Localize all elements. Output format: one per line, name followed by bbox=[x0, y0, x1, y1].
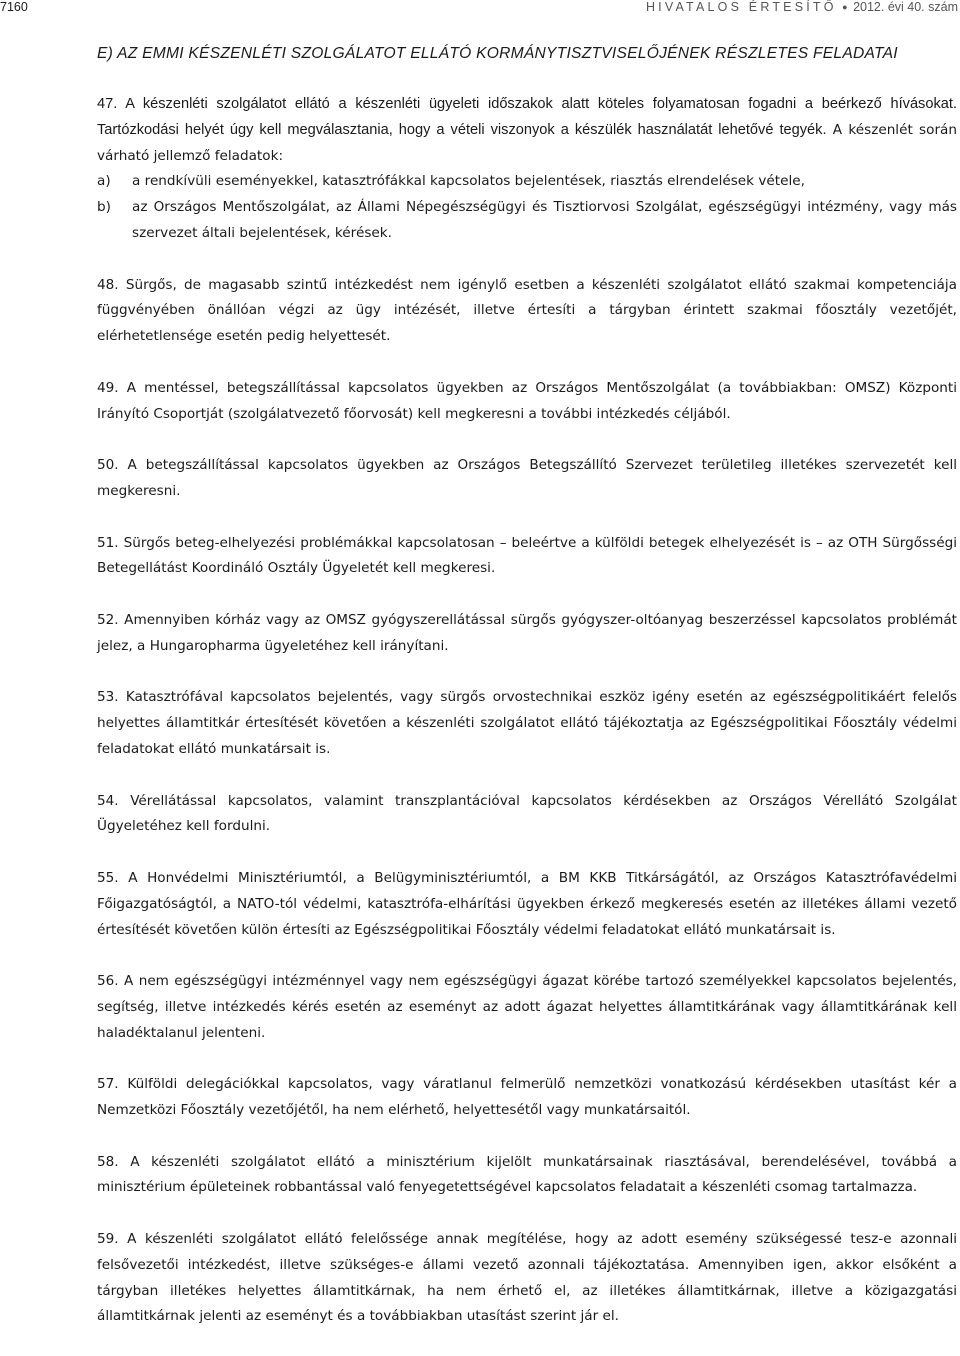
paragraph-49: 49. A mentéssel, betegszállítással kapcsolatos ügyekben az Országos Mentőszolgálat (a továbbiakban: OMSZ) Központi Irányító Csoportját (szolgálatvezető főorvosát) kell megkeresni a további intézkedés céljából. bbox=[97, 379, 957, 422]
paragraph-47 bbox=[97, 92, 957, 169]
paragraph-57: 57. Külföldi delegációkkal kapcsolatos, vagy váratlanul felmerülő nemzetközi vonatkozású kérdésekben utasítást kér a Nemzetközi Főosztály vezetőjétől, ha nem elérhető, helyettesétől vagy munkatársaitól. bbox=[97, 1076, 957, 1119]
page-number: 7160 bbox=[0, 0, 28, 14]
separator-dot-icon: ● bbox=[842, 2, 848, 12]
paragraph-58: 58. A készenléti szolgálatot ellátó a minisztérium kijelölt munkatársainak riasztásával, berendelésével, továbbá a minisztérium épületeinek robbantással való fenyegetettségével kapcsolatos feladatait a készenléti csomag tartalmazza. bbox=[97, 1153, 957, 1196]
paragraph-56: 56. A nem egészségügyi intézménnyel vagy nem egészségügyi ágazat körébe tartozó személyekkel kapcsolatos bejelentés, segítség, illetve intézkedés kérés esetén az eseményt az adott ágazat helyettes államtitkárának vagy államtitkárának kell haladéktalanul jelenteni. bbox=[97, 973, 957, 1041]
publication-name: HIVATALOS ÉRTESÍTŐ bbox=[645, 0, 837, 14]
paragraph-48: 48. Sürgős, de magasabb szintű intézkedést nem igénylő esetben a készenléti szolgálatot ellátó szakmai kompetenciája függvényében önállóan végzi az ügy intézését, illetve értesíti a tárgyban érintett szakmai főosztály vezetőjét, elérhetetlensége esetén pedig helyettesét. bbox=[97, 276, 957, 345]
list-item bbox=[97, 195, 957, 247]
paragraph-59: 59. A készenléti szolgálatot ellátó felelőssége annak megítélése, hogy az adott esemény szükségessé tesz-e azonnali felsővezetői intézkedést, illetve szükséges-e állami vezető azonnali tájékoztatása. Amennyiben igen, akkor elsőként a tárgyban illetékes helyettes államtitkárnak, ha nem érhető el, az illetékes államtitkárnak, illetve a közigazgatási államtitkárnak jelenti az eseményt és a továbbiakban utasítást szerint jár el. bbox=[97, 1231, 957, 1325]
list-item-text: a rendkívüli eseményekkel, katasztrófákkal kapcsolatos bejelentések, riasztás elrendelések vétele, bbox=[132, 173, 805, 190]
list-marker: b) bbox=[97, 199, 111, 216]
paragraph-47-lead: 47. A készenléti szolgálatot ellátó a készenléti ügyeleti időszakok alatt köteles folyamatosan fogadni a beérkező hívásokat. Tartózkodási helyét úgy kell megválasztania, hogy a vételi viszonyok a készülék használatát lehetővé tegyék. bbox=[97, 96, 957, 138]
paragraph-50: 50. A betegszállítással kapcsolatos ügyekben az Országos Betegszállító Szervezet területileg illetékes szervezetét kell megkeresni. bbox=[97, 457, 957, 499]
paragraph-55: 55. A Honvédelmi Minisztériumtól, a Belügyminisztériumtól, a BM KKB Titkárságától, az Országos Katasztrófavédelmi Főigazgatóságtól, a NATO-tól védelmi, katasztrófa-elhárítási ügyekben érkező megkeresés esetén az illetékes állami vezető értesítését követően külön értesíti az Egészségpolitikai Főosztály védelmi feladatokat ellátó munkatársait is. bbox=[97, 869, 957, 938]
document-body bbox=[97, 92, 957, 1356]
paragraph-47-tail: A készenlét során várható jellemző feladatok: bbox=[97, 121, 957, 164]
list-item-text: az Országos Mentőszolgálat, az Állami Népegészségügyi és Tisztiorvosi Szolgálat, egészségügyi intézmény, vagy más szervezet általi bejelentések, kérések. bbox=[132, 199, 957, 241]
list-marker: a) bbox=[97, 173, 111, 190]
paragraph-53: 53. Katasztrófával kapcsolatos bejelentés, vagy sürgős orvostechnikai eszköz igény esetén az egészségpolitikáért felelős helyettes államtitkár értesítését követően a készenléti szolgálatot ellátó tájékoztatja az Egészségpolitikai Főosztály védelmi feladatokat ellátó munkatársait is. bbox=[97, 689, 957, 757]
duties-list bbox=[97, 169, 957, 246]
issue-number: 2012. évi 40. szám bbox=[853, 0, 958, 14]
paragraph-54: 54. Vérellátással kapcsolatos, valamint transzplantációval kapcsolatos kérdésekben az Országos Vérellátó Szolgálat Ügyeletéhez kell fordulni. bbox=[97, 792, 957, 835]
section-title: E) AZ EMMI KÉSZENLÉTI SZOLGÁLATOT ELLÁTÓ KORMÁNYTISZTVISELŐJÉNEK RÉSZLETES FELADATAI bbox=[97, 45, 898, 62]
paragraph-51: 51. Sürgős beteg-elhelyezési problémákkal kapcsolatosan – beleértve a külföldi betegek elhelyezését is – az OTH Sürgősségi Betegellátást Koordináló Osztály Ügyeletét kell megkeresi. bbox=[97, 534, 957, 577]
paragraph-52: 52. Amennyiben kórház vagy az OMSZ gyógyszerellátással sürgős gyógyszer-oltóanyag beszerzéssel kapcsolatos problémát jelez, a Hungaropharma ügyeletéhez kell irányítani. bbox=[97, 611, 957, 654]
running-header bbox=[646, 0, 958, 14]
page-header bbox=[0, 0, 960, 14]
list-item bbox=[97, 169, 957, 195]
